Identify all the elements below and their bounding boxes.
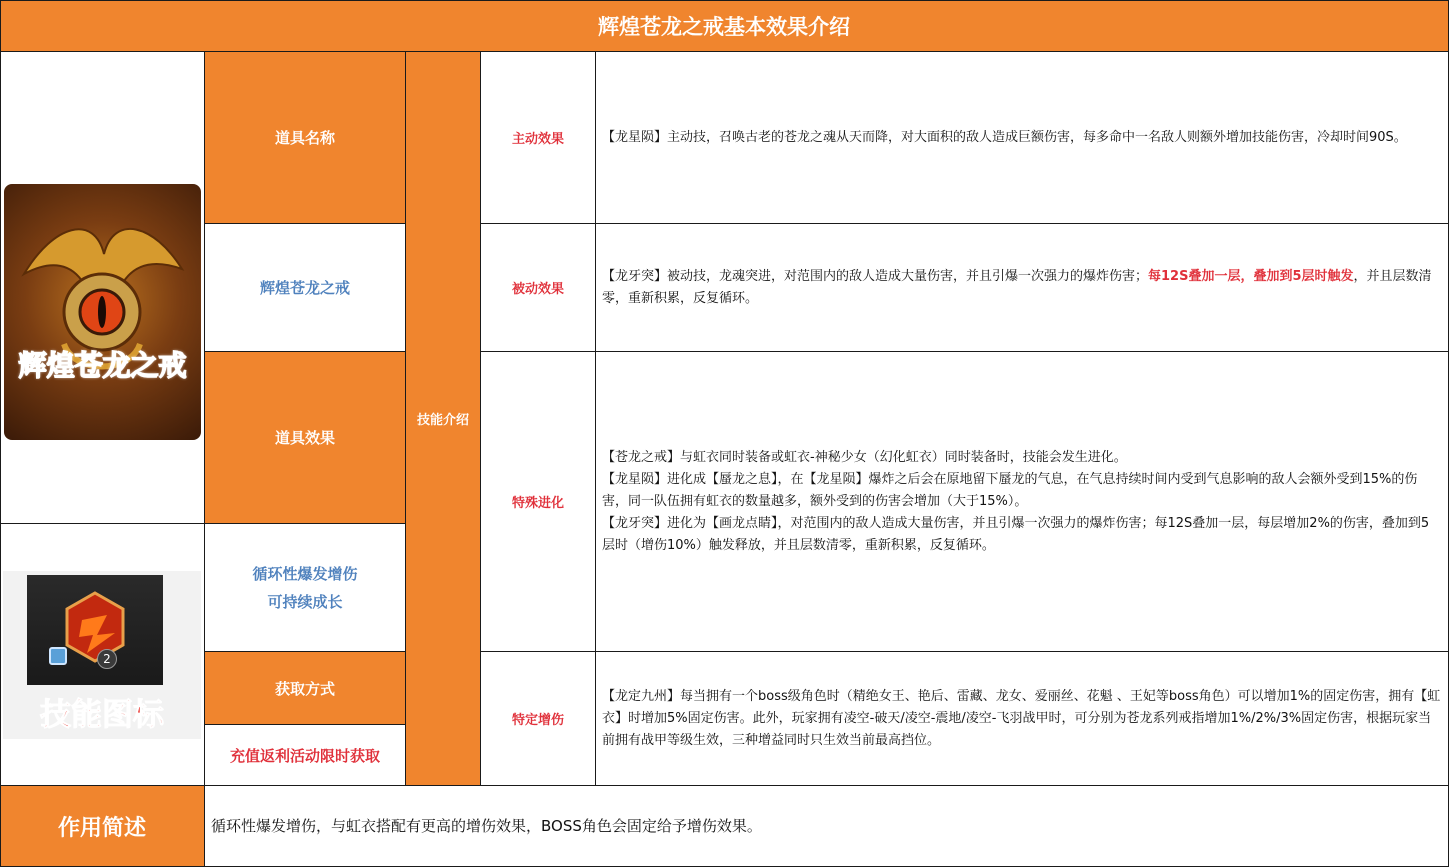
effect-desc-specific-text: 【龙定九州】每当拥有一个boss级角色时（精绝女王、艳后、雷藏、龙女、爱丽丝、花魁 、王妃等boss角色）可以增加1%的固定伤害，拥有【虹衣】时增加5%固定伤害。此外，玩家拥有凌空-破天/凌空-震地/凌空-飞羽战甲时，可分别为苍龙系列戒指增加1%/2%/3%固定伤害，根据玩家当前拥有战甲等级生效，三种增益同时只生效当前最高挡位。 xyxy=(602,688,1441,748)
evolution-para-1: 【苍龙之戒】与虹衣同时装备或虹衣-神秘少女（幻化虹衣）同时装备时，技能会发生进化。 xyxy=(602,449,1127,465)
effect-type-passive: 被动效果 xyxy=(481,224,596,352)
flame-hexagon-icon xyxy=(27,575,163,685)
summary-text: 循环性爆发增伤，与虹衣搭配有更高的增伤效果，BOSS角色会固定给予增伤效果。 xyxy=(211,817,762,835)
effect-type-specific: 特定增伤 xyxy=(481,652,596,786)
effect-desc-evolution xyxy=(596,352,1449,652)
effect-desc-active-text: 【龙星陨】主动技，召唤古老的苍龙之魂从天而降，对大面积的敌人造成巨额伤害，每多命中一名敌人则额外增加技能伤害，冷却时间90S。 xyxy=(602,129,1407,145)
effect-desc-specific xyxy=(596,652,1449,786)
item-effect-value xyxy=(205,524,406,652)
effect-type-active: 主动效果 xyxy=(481,52,596,224)
item-image-overlay-text: 辉煌苍龙之戒 xyxy=(18,349,187,382)
item-effect-line1: 循环性爆发增伤 xyxy=(252,564,358,583)
skill-level-icon xyxy=(49,647,67,665)
effect-desc-passive xyxy=(596,224,1449,352)
skill-badge: 2 xyxy=(97,649,117,669)
skill-icon-image xyxy=(3,571,201,739)
page-title: 辉煌苍龙之戒基本效果介绍 xyxy=(0,0,1449,52)
summary-label: 作用简述 xyxy=(0,786,205,867)
item-name-label: 道具名称 xyxy=(205,52,406,224)
skill-intro-label: 技能介绍 xyxy=(406,52,481,786)
skill-icon-caption: 技能图标 xyxy=(40,697,164,733)
evolution-para-2: 【龙星陨】进化成【蜃龙之息】，在【龙星陨】爆炸之后会在原地留下蜃龙的气息，在气息持续时间内受到气息影响的敌人会额外受到15%的伤害，同一队伍拥有虹衣的数量越多，额外受到的伤害会增加（大于15%）。 xyxy=(602,471,1418,509)
effect-type-evolution: 特殊进化 xyxy=(481,352,596,652)
acquire-label: 获取方式 xyxy=(205,652,406,725)
item-effect-label: 道具效果 xyxy=(205,352,406,524)
effect-desc-passive-text-a: 【龙牙突】被动技，龙魂突进，对范围内的敌人造成大量伤害，并且引爆一次强力的爆炸伤害； xyxy=(602,268,1149,284)
acquire-value: 充值返利活动限时获取 xyxy=(205,725,406,786)
effect-desc-passive-highlight: 每12S叠加一层，叠加到5层时触发 xyxy=(1148,268,1354,284)
skill-icon-cell xyxy=(0,524,205,786)
item-effect-line2: 可持续成长 xyxy=(267,592,343,611)
item-name-value: 辉煌苍龙之戒 xyxy=(205,224,406,352)
summary-value xyxy=(205,786,1449,867)
dragon-ring-image xyxy=(4,184,201,440)
evolution-para-3: 【龙牙突】进化为【画龙点睛】，对范围内的敌人造成大量伤害，并且引爆一次强力的爆炸伤害；每12S叠加一层，每层增加2%的伤害，叠加到5层时（增伤10%）触发释放，并且层数清零，重新积累，反复循环。 xyxy=(602,515,1430,553)
item-image-cell xyxy=(0,52,205,524)
effect-desc-active xyxy=(596,52,1449,224)
dragon-icon xyxy=(4,184,201,440)
effect-desc-passive-text-b: ，并且层数清零，重新积累，反复循环。 xyxy=(602,268,1432,306)
